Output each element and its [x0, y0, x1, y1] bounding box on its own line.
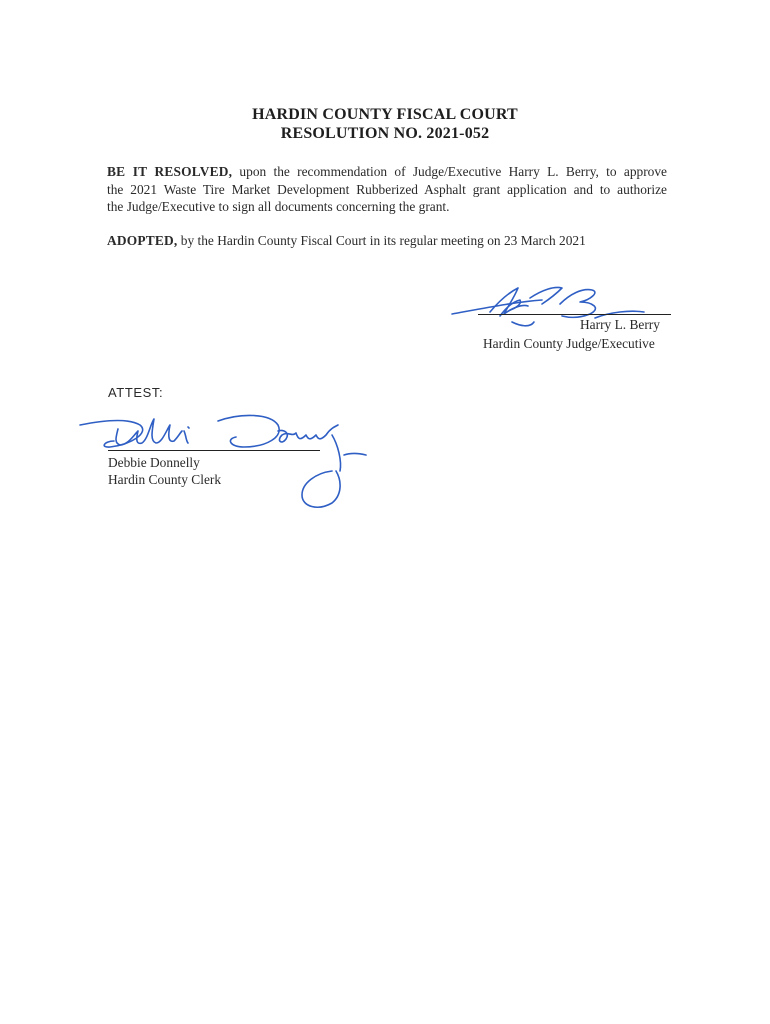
- adopted-text: by the Hardin County Fiscal Court in its regular meeting on 23 March 2021: [180, 233, 586, 248]
- resolution-number: RESOLUTION NO. 2021-052: [280, 125, 490, 142]
- resolved-line-3: the Judge/Executive to sign all documents concerning the grant.: [107, 199, 450, 214]
- judge-title: Hardin County Judge/Executive: [483, 336, 655, 351]
- resolved-lead: BE IT RESOLVED,: [107, 164, 233, 179]
- adopted-lead: ADOPTED,: [107, 233, 178, 248]
- adopted-paragraph: [107, 232, 667, 250]
- resolved-line-2: the 2021 Waste Tire Market Development Rubberized Asphalt grant application and to authorize: [107, 181, 667, 197]
- resolved-line-1: [107, 163, 667, 181]
- judge-signature-line: [478, 314, 671, 315]
- resolved-paragraph: [107, 163, 667, 216]
- attest-label: ATTEST:: [108, 385, 164, 400]
- judge-name: Harry L. Berry: [580, 317, 660, 332]
- clerk-name: Debbie Donnelly: [108, 455, 200, 470]
- clerk-signature-line: [108, 450, 320, 451]
- court-heading: HARDIN COUNTY FISCAL COURT: [252, 106, 518, 123]
- clerk-title: Hardin County Clerk: [108, 472, 222, 487]
- resolved-line-1-text: upon the recommendation of Judge/Executive Harry L. Berry, to approve: [239, 164, 668, 179]
